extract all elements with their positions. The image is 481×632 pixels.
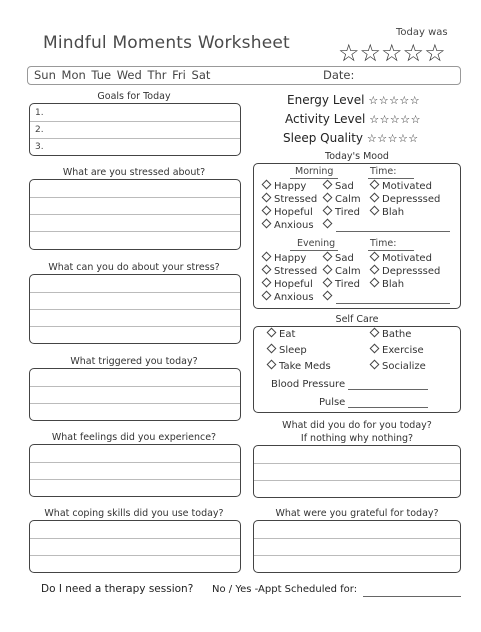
grateful-title: What were you grateful for today? — [275, 508, 439, 519]
weekday-list[interactable]: Sun Mon Tue Wed Thr Fri Sat — [34, 68, 211, 82]
checkbox-diamond-icon — [370, 360, 380, 370]
checkbox-diamond-icon — [262, 291, 272, 301]
evening-tired[interactable]: Tired — [323, 279, 360, 290]
did-for-you-subtitle: If nothing why nothing? — [300, 433, 414, 444]
energy-level-stars[interactable]: ☆☆☆☆☆ — [368, 94, 421, 107]
checkbox-diamond-icon — [323, 206, 333, 216]
morning-motivated[interactable]: Motivated — [370, 181, 432, 192]
morning-depressed[interactable]: Depresssed — [370, 194, 440, 205]
evening-other[interactable] — [323, 292, 335, 303]
evening-motivated[interactable]: Motivated — [370, 253, 432, 264]
evening-label: Evening — [297, 238, 336, 249]
mood-title: Today's Mood — [325, 151, 389, 162]
activity-level-stars[interactable]: ☆☆☆☆☆ — [369, 113, 422, 126]
did-for-you-box[interactable] — [253, 445, 461, 498]
checkbox-diamond-icon — [262, 252, 272, 262]
stressed-box[interactable] — [29, 179, 241, 250]
self-care-exercise[interactable]: Exercise — [370, 345, 424, 356]
goals-title: Goals for Today — [97, 91, 171, 102]
therapy-answer[interactable]: No / Yes -Appt Scheduled for: — [212, 584, 358, 595]
evening-depressed[interactable]: Depresssed — [370, 266, 440, 277]
stress-action-title: What can you do about your stress? — [48, 262, 220, 273]
day-rating-stars[interactable]: ☆☆☆☆☆ — [338, 39, 446, 67]
checkbox-diamond-icon — [267, 344, 277, 354]
coping-title: What coping skills did you use today? — [44, 508, 224, 519]
triggered-title: What triggered you today? — [70, 356, 198, 367]
morning-hopeful[interactable]: Hopeful — [262, 207, 313, 218]
feelings-box[interactable] — [29, 444, 241, 497]
checkbox-diamond-icon — [262, 180, 272, 190]
morning-blah[interactable]: Blah — [370, 207, 404, 218]
checkbox-diamond-icon — [370, 278, 380, 288]
pulse-label: Pulse — [319, 397, 346, 408]
morning-stressed[interactable]: Stressed — [262, 194, 317, 205]
checkbox-diamond-icon — [370, 265, 380, 275]
morning-calm[interactable]: Calm — [323, 194, 361, 205]
evening-hopeful[interactable]: Hopeful — [262, 279, 313, 290]
self-care-socialize[interactable]: Socialize — [370, 361, 426, 372]
checkbox-diamond-icon — [323, 278, 333, 288]
evening-anxious[interactable]: Anxious — [262, 292, 314, 303]
sleep-quality-label: Sleep Quality — [283, 131, 364, 145]
evening-calm[interactable]: Calm — [323, 266, 361, 277]
checkbox-diamond-icon — [370, 180, 380, 190]
activity-level-label: Activity Level — [285, 112, 366, 126]
morning-time-label: Time: — [370, 166, 397, 177]
checkbox-diamond-icon — [262, 265, 272, 275]
evening-time-label: Time: — [370, 238, 397, 249]
evening-stressed[interactable]: Stressed — [262, 266, 317, 277]
self-care-sleep[interactable]: Sleep — [267, 345, 307, 356]
page-title: Mindful Moments Worksheet — [43, 33, 290, 53]
morning-anxious[interactable]: Anxious — [262, 220, 314, 231]
checkbox-diamond-icon — [262, 278, 272, 288]
date-label: Date: — [323, 68, 355, 82]
checkbox-diamond-icon — [323, 219, 333, 229]
self-care-eat[interactable]: Eat — [267, 329, 295, 340]
self-care-take-meds[interactable]: Take Meds — [267, 361, 331, 372]
checkbox-diamond-icon — [323, 252, 333, 262]
energy-level-label: Energy Level — [287, 93, 365, 107]
checkbox-diamond-icon — [262, 219, 272, 229]
blood-pressure-label: Blood Pressure — [271, 379, 346, 390]
morning-sad[interactable]: Sad — [323, 181, 354, 192]
checkbox-diamond-icon — [267, 360, 277, 370]
morning-happy[interactable]: Happy — [262, 181, 306, 192]
checkbox-diamond-icon — [370, 344, 380, 354]
goals-box[interactable] — [29, 103, 241, 156]
checkbox-diamond-icon — [323, 180, 333, 190]
today-was-label: Today was — [396, 27, 448, 38]
feelings-title: What feelings did you experience? — [51, 432, 217, 443]
grateful-box[interactable] — [253, 520, 461, 573]
appt-date-field[interactable] — [363, 596, 461, 597]
morning-label: Morning — [295, 166, 334, 177]
checkbox-diamond-icon — [370, 193, 380, 203]
stress-action-box[interactable] — [29, 274, 241, 344]
goal-2-label: 2. — [35, 125, 44, 135]
energy-level[interactable] — [287, 93, 420, 107]
checkbox-diamond-icon — [370, 252, 380, 262]
checkbox-diamond-icon — [262, 206, 272, 216]
goal-3-label: 3. — [35, 142, 44, 152]
evening-blah[interactable]: Blah — [370, 279, 404, 290]
activity-level[interactable] — [285, 112, 421, 126]
blood-pressure-field[interactable] — [348, 389, 428, 390]
checkbox-diamond-icon — [262, 193, 272, 203]
goal-1-label: 1. — [35, 108, 44, 118]
did-for-you-title: What did you do for you today? — [282, 420, 432, 431]
pulse-field[interactable] — [348, 407, 428, 408]
checkbox-diamond-icon — [323, 193, 333, 203]
therapy-question: Do I need a therapy session? — [41, 583, 194, 595]
checkbox-diamond-icon — [267, 328, 277, 338]
stressed-title: What are you stressed about? — [62, 167, 206, 178]
coping-box[interactable] — [29, 520, 241, 573]
triggered-box[interactable] — [29, 368, 241, 421]
sleep-quality[interactable] — [283, 131, 419, 145]
checkbox-diamond-icon — [323, 265, 333, 275]
self-care-title: Self Care — [335, 314, 379, 325]
evening-sad[interactable]: Sad — [323, 253, 354, 264]
self-care-bathe[interactable]: Bathe — [370, 329, 411, 340]
checkbox-diamond-icon — [323, 291, 333, 301]
morning-other[interactable] — [323, 220, 335, 231]
sleep-quality-stars[interactable]: ☆☆☆☆☆ — [366, 132, 419, 145]
evening-happy[interactable]: Happy — [262, 253, 306, 264]
checkbox-diamond-icon — [370, 206, 380, 216]
checkbox-diamond-icon — [370, 328, 380, 338]
morning-tired[interactable]: Tired — [323, 207, 360, 218]
